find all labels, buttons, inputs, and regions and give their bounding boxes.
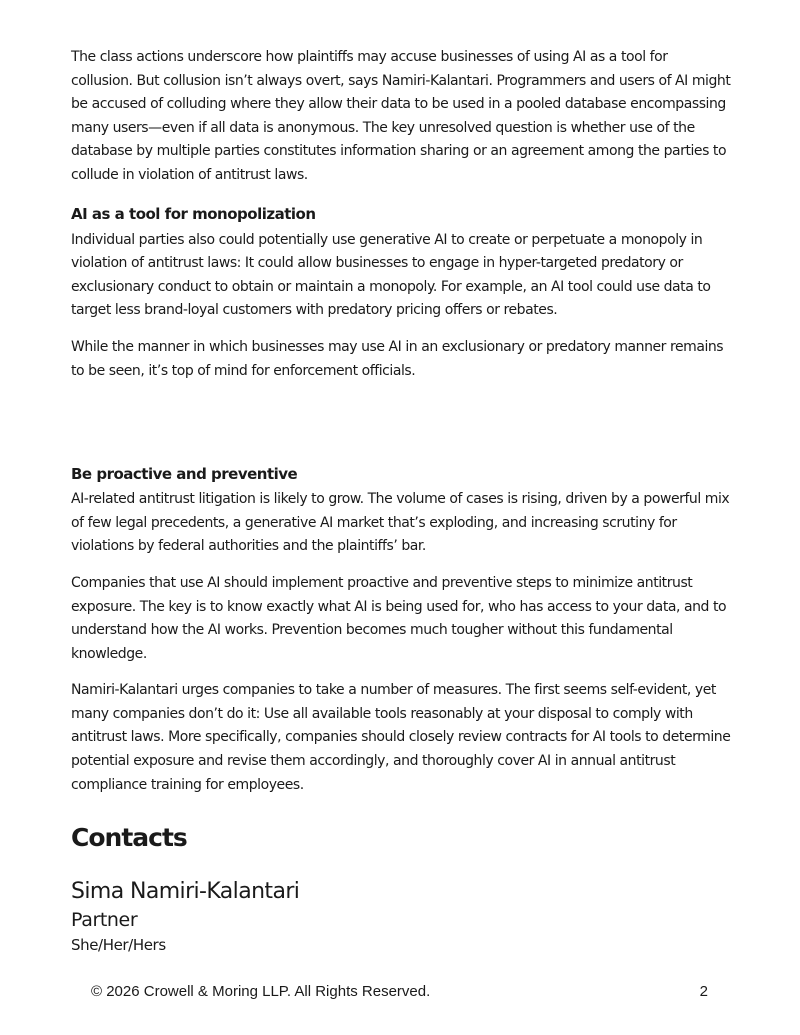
footer-copyright: © 2026 Crowell & Moring LLP. All Rights Reserved. — [91, 983, 431, 1000]
contact-title: Partner — [71, 909, 138, 932]
page-content — [71, 46, 733, 957]
monopolization-heading: AI as a tool for monopolization — [71, 204, 316, 223]
proactive-paragraph-1: AI-related antitrust litigation is likely to grow. The volume of cases is rising, driven by a powerful mix of few legal precedents, a generative AI market that’s exploding, and increasing scrutiny for violations by federal authorities and the plaintiffs’ bar. — [71, 491, 730, 555]
monopolization-paragraph-2: While the manner in which businesses may use AI in an exclusionary or predatory manner remains to be seen, it’s top of mind for enforcement officials. — [71, 338, 724, 379]
intro-paragraph: The class actions underscore how plaintiffs may accuse businesses of using AI as a tool for collusion. But collusion isn’t always overt, says Namiri-Kalantari. Programmers and users of AI might be accused of colluding where they allow their data to be used in a pooled database encompassing many users—even if all data is anonymous. The key unresolved question is whether use of the database by multiple parties constitutes information sharing or an agreement among the parties to collude in violation of antitrust laws. — [71, 49, 731, 183]
proactive-heading: Be proactive and preventive — [71, 465, 298, 484]
contacts-heading: Contacts — [71, 823, 187, 853]
contact-pronouns: She/Her/Hers — [71, 936, 166, 955]
monopolization-paragraph-1: Individual parties also could potentially use generative AI to create or perpetuate a monopoly in violation of antitrust laws: It could allow businesses to engage in hyper-targeted predatory or exclusionary conduct to obtain or maintain a monopoly. For example, an AI tool could use data to target less brand-loyal customers with predatory pricing offers or rebates. — [71, 231, 711, 319]
contact-name: Sima Namiri-Kalantari — [71, 879, 300, 905]
page-number: 2 — [699, 983, 708, 1000]
proactive-paragraph-3: Namiri-Kalantari urges companies to take a number of measures. The first seems self-evident, yet many companies don’t do it: Use all available tools reasonably at your disposal to comply with antitrust laws. More specifically, companies should closely review contracts for AI tools to determine potential exposure and revise them accordingly, and thoroughly cover AI in annual antitrust compliance training for employees. — [71, 682, 731, 793]
proactive-paragraph-2: Companies that use AI should implement proactive and preventive steps to minimize antitrust exposure. The key is to know exactly what AI is being used for, who has access to your data, and to understand how the AI works. Prevention becomes much tougher without this fundamental knowledge. — [71, 574, 727, 662]
